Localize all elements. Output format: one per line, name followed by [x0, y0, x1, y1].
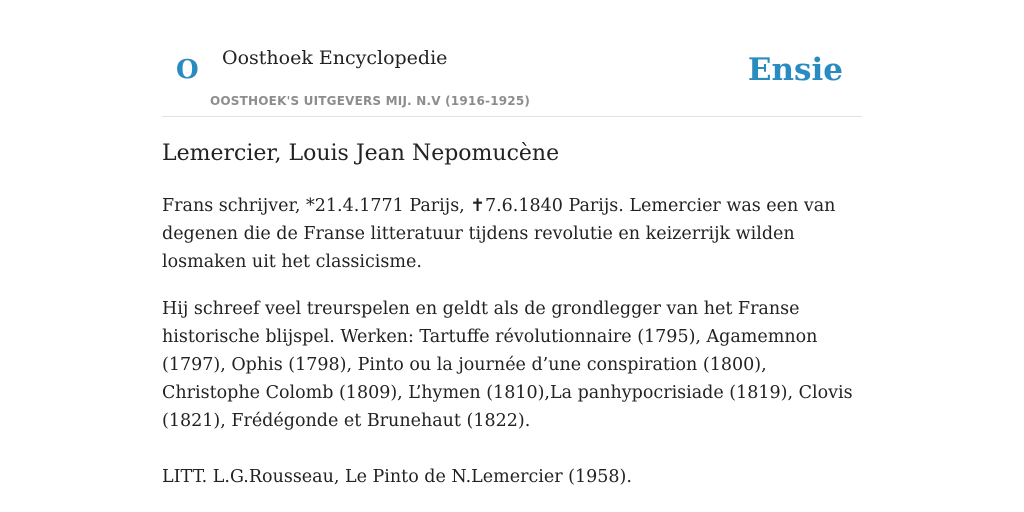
literature-reference: LITT. L.G.Rousseau, Le Pinto de N.Lemercier (1958). — [162, 467, 632, 487]
article-paragraph: Frans schrijver, *21.4.1771 Parijs, ✝7.6.1840 Parijs. Lemercier was een van degenen die de Franse litteratuur tijdens revolutie en keizerrijk wilden losmaken uit het classicisme. — [162, 196, 836, 272]
source-header — [162, 0, 862, 117]
source-subtitle: OOSTHOEK'S UITGEVERS MIJ. N.V (1916-1925) — [210, 94, 531, 108]
source-title[interactable]: Oosthoek Encyclopedie — [222, 47, 448, 69]
article-paragraph: Hij schreef veel treurspelen en geldt als de grondlegger van het Franse historische blijspel. Werken: Tartuffe révolutionnaire (1795), Agamemnon (1797), Ophis (1798), Pinto ou la journée d’une conspiration (1800), Christophe Colomb (1809), L’hymen (1810),La panhypocrisiade (1819), Clovis (1821), Frédégonde et Brunehaut (1822). — [162, 299, 853, 431]
source-logo[interactable]: O — [176, 55, 199, 85]
article — [162, 138, 862, 491]
article-title: Lemercier, Louis Jean Nepomucène — [162, 141, 560, 166]
site-logo[interactable]: Ensie — [747, 52, 843, 88]
